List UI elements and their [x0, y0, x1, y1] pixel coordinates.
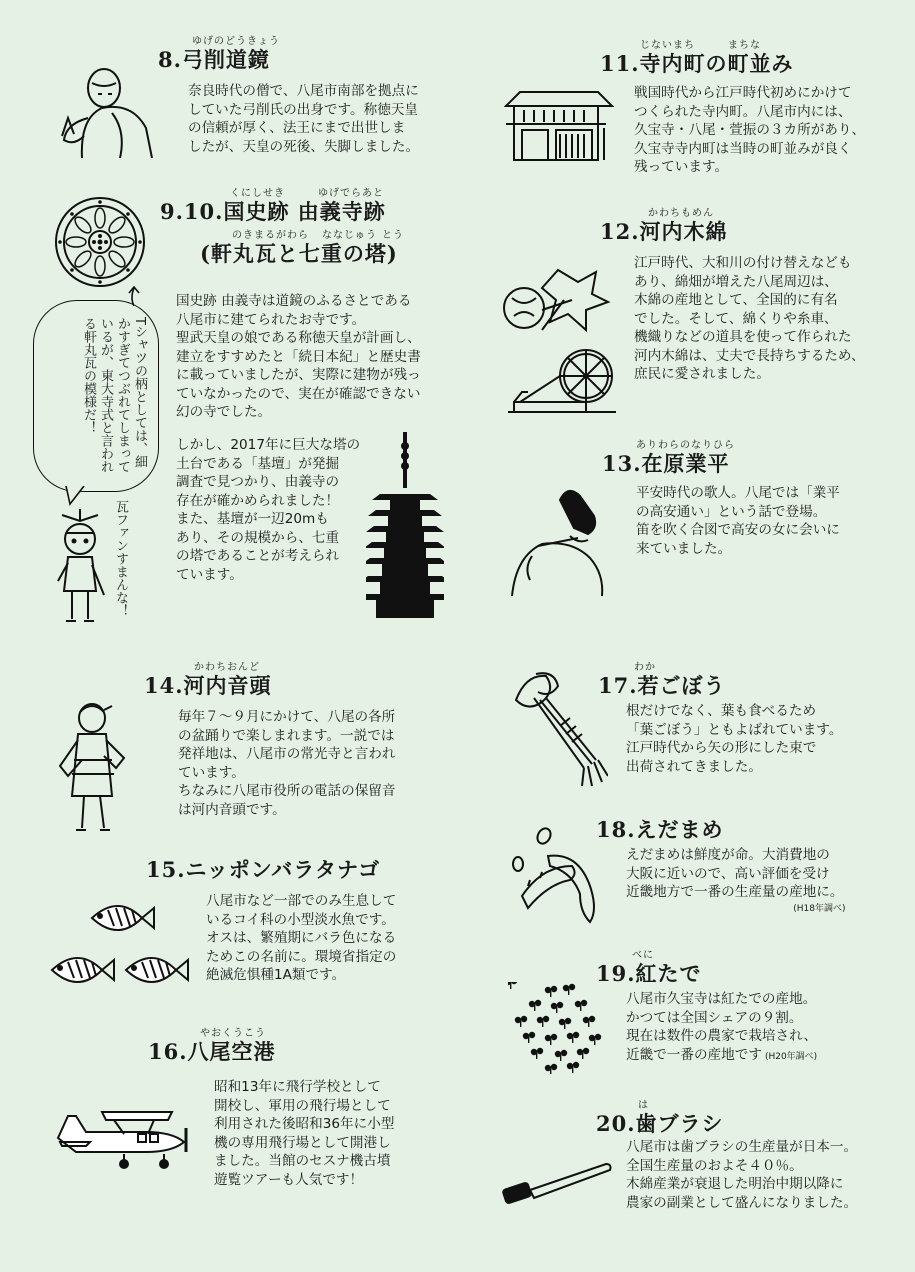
heading-number: 14.	[144, 673, 184, 698]
heading-title: 寺内町の町並み	[639, 51, 794, 76]
ruby-yaokuukou: やおくうこう	[200, 1028, 266, 1039]
heading-8	[158, 44, 270, 74]
heading-title: 八尾空港	[187, 1039, 276, 1064]
heading-13	[602, 448, 730, 478]
text-12: 江戸時代、大和川の付け替えなども あり、綿畑が増えた八尾周辺は、 木綿の産地として、全国的に有名 でした。そして、綿くりや糸車、 機織りなどの道具を使って作られた 河内木綿は、丈夫で長持ちするため、 庶民に愛されました。	[634, 255, 865, 382]
mascot-icon	[48, 505, 110, 625]
roof-tile-icon	[54, 196, 146, 288]
dancer-icon	[56, 700, 130, 834]
heading-title: えだまめ	[635, 817, 724, 842]
heading-number: 13.	[602, 451, 642, 476]
heading-number: 15.	[146, 857, 186, 882]
ruby-beni: べに	[632, 950, 654, 961]
fish-icon	[48, 898, 190, 992]
text-15: 八尾市など一部でのみ生息して いるコイ科の小型淡水魚です。 オスは、繁殖期にバラ色になる ためこの名前に。環境省指定の 絶滅危惧種1A類です。	[206, 893, 397, 983]
mascot-text: 瓦ファンすまんな！	[113, 500, 128, 617]
townhouse-icon	[504, 88, 614, 162]
text-9-10a: 国史跡 由義寺は道鏡のふるさとである 八尾市に建てられたお寺です。 聖武天皇の娘である称徳天皇が計画し、 建立をすすめたと「続日本紀」と歴史書 に載っていましたが、実際に建物が残っ ていなかったので、実在が確認できない 幻の寺でした。	[176, 293, 421, 420]
ruby-ariwaranonarihira: ありわらのなりひら	[636, 440, 735, 451]
heading-title: 弓削道鏡	[181, 47, 270, 72]
ruby-kawachiondo: かわちおんど	[194, 662, 260, 673]
heading-number: 8.	[158, 47, 182, 72]
heading-9-10	[160, 196, 386, 226]
survey-note: (H20年調べ)	[764, 1051, 818, 1062]
text-8: 奈良時代の僧で、八尾市南部を拠点に していた弓削氏の出身です。称徳天皇 の信頼が厚く、法王にまで出世しま したが、天皇の死後、失脚しました。	[188, 83, 420, 155]
ruby-waka: わか	[634, 662, 656, 673]
text-9-10b: しかし、2017年に巨大な塔の 土台である「基壇」が発掘 調査で見つかり、由義寺の 存在が確かめられました！ また、基壇が一辺20mも あり、その規模から、七重 の塔であることが考えられ ています。	[176, 437, 361, 583]
heading-number: 11.	[600, 51, 640, 76]
heading-title: 国史跡 由義寺跡	[223, 199, 386, 224]
text-18: えだまめは鮮度が命。大消費地の 大阪に近いので、高い評価を受け 近畿地方で一番の生産量の産地に。 (H18年調べ)	[626, 847, 846, 914]
text-17: 根だけでなく、葉も食べるため 「葉ごぼう」ともよばれています。 江戸時代から矢の形にした束で 出荷されてきました。	[626, 703, 843, 775]
heading-20	[596, 1108, 724, 1138]
monk-icon	[52, 58, 162, 158]
ruby-jinaimachi: じないまち	[640, 40, 695, 51]
heading-title: 若ごぼう	[637, 673, 726, 698]
burdock-icon	[510, 670, 608, 788]
sprout-icon	[508, 982, 604, 1074]
heading-15	[146, 854, 380, 884]
bubble-tail	[64, 486, 88, 506]
ruby-kunishiseki: くにしせき	[230, 188, 285, 199]
heading-title: 歯ブラシ	[635, 1111, 724, 1136]
text-14: 毎年７～９月にかけて、八尾の各所 の盆踊りで楽しまれます。一説では 発祥地は、八尾市の常光寺と言われ ています。 ちなみに八尾市役所の電話の保留音 は河内音頭です。	[178, 709, 396, 818]
heading-14	[144, 670, 272, 700]
edamame-icon	[508, 826, 606, 926]
heading-12	[600, 216, 728, 246]
heading-number: 9.10.	[160, 199, 224, 224]
ruby-machina: まちな	[728, 40, 761, 51]
heading-title: 河内音頭	[183, 673, 272, 698]
heading-title: 紅たで	[635, 961, 702, 986]
heading-11	[600, 48, 794, 78]
heading-19	[596, 958, 702, 988]
ruby-nokimarugawara: のきまるがわら	[232, 230, 309, 241]
airplane-icon	[54, 1098, 194, 1170]
subheading-9-10: (軒丸瓦と七重の塔)	[200, 241, 398, 266]
text-20: 八尾市は歯ブラシの生産量が日本一。 全国生産量のおよそ４０％。 木綿産業が衰退した明治中期以降に 農家の副業として盛んになりました。	[626, 1139, 858, 1211]
heading-title: 在原業平	[641, 451, 730, 476]
heading-18	[596, 814, 724, 844]
heading-number: 18.	[596, 817, 636, 842]
text-16: 昭和13年に飛行学校として 開校し、軍用の飛行場として 利用された後昭和36年に小型 機の専用飛行場として開港し ました。当館のセスナ機古墳 遊覧ツアーも人気です！	[214, 1079, 395, 1188]
pagoda-icon	[366, 432, 444, 618]
text-19: 八尾市久宝寺は紅たでの産地。 かつては全国シェアの９割。 現在は数件の農家で栽培され、 近畿で一番の産地です (H20年調べ)	[626, 991, 818, 1063]
heading-number: 17.	[598, 673, 638, 698]
text-13: 平安時代の歌人。八尾では「業平 の高安通い」という話で登場。 笛を吹く合図で高安の女に会いに 来ていました。	[636, 485, 840, 557]
ruby-yugederaato: ゆげでらあと	[318, 188, 384, 199]
toothbrush-icon	[500, 1160, 614, 1206]
heading-number: 20.	[596, 1111, 636, 1136]
heading-title: 河内木綿	[639, 219, 728, 244]
ruby-tou: とう	[382, 230, 404, 241]
heading-17	[598, 670, 726, 700]
ruby-nanajuu: ななじゅう	[322, 230, 377, 241]
heading-16	[148, 1036, 276, 1066]
heading-number: 19.	[596, 961, 636, 986]
cotton-plant-icon	[498, 260, 612, 340]
ruby-kawachimomen: かわちもめん	[648, 208, 714, 219]
heading-number: 16.	[148, 1039, 188, 1064]
ruby-yuge-dokyo: ゆげのどうきょう	[192, 36, 280, 47]
bubble-text: Tシャツの柄としては、細かすぎてつぶれてしまっているが、東大寺式と言われる軒丸瓦の模様だ！	[81, 317, 147, 473]
heading-number: 12.	[600, 219, 640, 244]
speech-bubble	[33, 300, 159, 492]
ruby-ha: は	[638, 1100, 649, 1111]
survey-note: (H18年調べ)	[793, 903, 846, 914]
spinning-wheel-icon	[504, 346, 620, 422]
flute-player-icon	[508, 486, 620, 598]
text-11: 戦国時代から江戸時代初めにかけて つくられた寺内町。八尾市内には、 久宝寺・八尾・萱振の３カ所があり、 久宝寺寺内町は当時の町並みが良く 残っています。	[634, 85, 866, 175]
heading-title: ニッポンバラタナゴ	[185, 857, 381, 882]
